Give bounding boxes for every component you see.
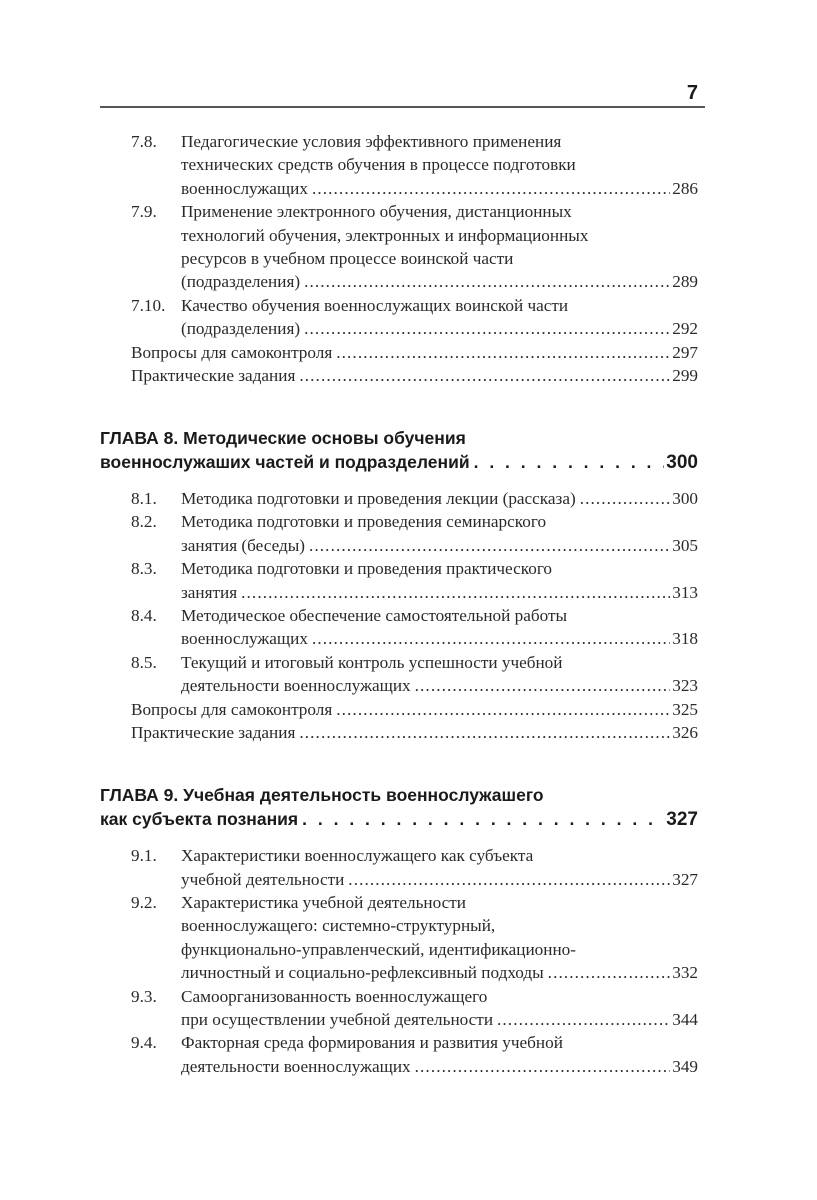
entry-page: 300 <box>672 489 698 509</box>
section-number: 9.4. <box>131 1033 157 1053</box>
dot-leader <box>309 534 670 557</box>
dot-leader <box>415 674 671 697</box>
entry-title: учебной деятельности <box>181 869 345 889</box>
chapter-page: 300 <box>666 451 698 473</box>
toc-entry-line <box>100 200 698 223</box>
entry-title: личностный и социально-рефлексивный подходы <box>181 963 544 983</box>
toc-entry-line <box>100 961 698 984</box>
section-number: 8.5. <box>131 652 157 672</box>
entry-title: технологий обучения, электронных и информационных <box>181 225 589 245</box>
toc-entry[interactable] <box>100 294 698 341</box>
toc-entry-line <box>100 581 698 604</box>
entry-page: 326 <box>672 722 698 742</box>
chapter-heading-line <box>100 808 698 831</box>
entry-title: Практические задания <box>131 365 296 385</box>
entry-title: деятельности военнослужащих <box>181 1056 411 1076</box>
toc-entry[interactable] <box>100 651 698 698</box>
toc-entry-line <box>100 891 698 914</box>
toc-entry-line <box>100 651 698 674</box>
entry-title: технических средств обучения в процессе подготовки <box>181 155 576 175</box>
section-number: 8.4. <box>131 606 157 626</box>
toc-entry[interactable] <box>100 557 698 604</box>
toc-entry[interactable] <box>100 200 698 294</box>
dot-leader <box>415 1055 671 1078</box>
entry-title: военнослужащих <box>181 178 308 198</box>
toc-entry-line <box>100 534 698 557</box>
entry-page: 325 <box>672 699 698 719</box>
toc-entry-line <box>100 294 698 317</box>
section-number: 9.3. <box>131 986 157 1006</box>
toc-entry-line <box>100 674 698 697</box>
entry-title: Качество обучения военнослужащих воинской части <box>181 295 569 315</box>
toc-entry-line <box>100 130 698 153</box>
entry-page: 349 <box>672 1056 698 1076</box>
entry-title: военнослужащих <box>181 629 308 649</box>
dot-leader <box>299 721 670 744</box>
chapter-title: ГЛАВА 8. Методические основы обучения <box>100 428 466 449</box>
toc-entry-line <box>100 224 698 247</box>
toc-entry-line <box>100 1031 698 1054</box>
entry-page: 344 <box>672 1009 698 1029</box>
chapter-title: военнослужаших частей и подразделений <box>100 451 470 472</box>
entry-title: Применение электронного обучения, дистанционных <box>181 202 572 222</box>
toc-entry-line <box>100 604 698 627</box>
entry-title: Текущий и итоговый контроль успешности учебной <box>181 652 563 672</box>
toc-entry-line <box>100 627 698 650</box>
toc-entry-line <box>100 985 698 1008</box>
entry-title: (подразделения) <box>181 272 301 292</box>
dot-leader <box>348 868 670 891</box>
entry-title: при осуществлении учебной деятельности <box>181 1009 494 1029</box>
toc-entry[interactable] <box>100 1031 698 1078</box>
toc-entry-line <box>100 844 698 867</box>
toc-entry[interactable] <box>100 891 698 985</box>
dot-leader <box>312 177 670 200</box>
chapter-heading[interactable] <box>100 784 698 831</box>
section-number: 7.10. <box>131 295 166 315</box>
section-number: 9.1. <box>131 846 157 866</box>
toc-entry-line <box>100 1055 698 1078</box>
toc-entry-line <box>100 270 698 293</box>
toc-entry[interactable] <box>100 985 698 1032</box>
chapter-title: как субъекта познания <box>100 808 299 829</box>
dot-leader <box>497 1008 670 1031</box>
entry-title: деятельности военнослужащих <box>181 676 411 696</box>
toc-entry-line <box>100 177 698 200</box>
toc-entry-line <box>100 1008 698 1031</box>
entry-title: Вопросы для самоконтроля <box>131 342 333 362</box>
entry-title: (подразделения) <box>181 319 301 339</box>
chapter-title: ГЛАВА 9. Учебная деятельность военнослужашего <box>100 785 544 806</box>
entry-page: 305 <box>672 535 698 555</box>
entry-page: 323 <box>672 676 698 696</box>
entry-title: Практические задания <box>131 722 296 742</box>
entry-title: Педагогические условия эффективного применения <box>181 132 562 151</box>
header-rule <box>100 106 705 108</box>
entry-title: занятия <box>181 582 238 602</box>
dot-leader <box>336 341 670 364</box>
toc-entry[interactable] <box>100 341 698 364</box>
entry-page: 299 <box>672 365 698 385</box>
chapter-heading-line <box>100 427 698 450</box>
toc-entry-line <box>100 317 698 340</box>
entry-page: 332 <box>672 963 698 983</box>
chapter-heading-line <box>100 784 698 807</box>
chapter-heading-line <box>100 451 698 474</box>
section-number: 9.2. <box>131 892 157 912</box>
entry-page: 327 <box>672 869 698 889</box>
entry-title: Методика подготовки и проведения лекции (рассказа) <box>181 489 576 509</box>
dot-leader <box>580 487 671 510</box>
toc-entry-line <box>100 698 698 721</box>
page-number: 7 <box>686 82 698 104</box>
dot-leader <box>304 317 670 340</box>
entry-title: военнослужащего: системно-структурный, <box>181 916 496 936</box>
toc-entry-line <box>100 557 698 580</box>
dot-leader <box>312 627 670 650</box>
entry-title: Характеристики военнослужащего как субъекта <box>181 846 534 866</box>
toc-entry[interactable] <box>100 844 698 891</box>
entry-title: Самоорганизованность военнослужащего <box>181 986 488 1006</box>
chapter-page: 327 <box>666 808 698 830</box>
toc-entry-line <box>100 487 698 510</box>
dot-leader <box>474 451 665 474</box>
section-number: 8.2. <box>131 512 157 532</box>
entry-title: Вопросы для самоконтроля <box>131 699 333 719</box>
toc-entry-line <box>100 153 698 176</box>
dot-leader <box>302 808 664 831</box>
entry-page: 292 <box>672 319 698 339</box>
toc-entry-line <box>100 247 698 270</box>
entry-page: 286 <box>672 178 698 198</box>
toc-entry[interactable] <box>100 364 698 387</box>
toc-entry[interactable] <box>100 698 698 721</box>
entry-page: 313 <box>672 582 698 602</box>
section-number: 7.9. <box>131 202 157 222</box>
section-number: 8.3. <box>131 559 157 579</box>
toc-entry-line <box>100 341 698 364</box>
entry-title: занятия (беседы) <box>181 535 305 555</box>
entry-page: 289 <box>672 272 698 292</box>
chapter-heading[interactable] <box>100 427 698 474</box>
dot-leader <box>548 961 671 984</box>
toc-entry-line <box>100 914 698 937</box>
dot-leader <box>336 698 670 721</box>
entry-title: Методика подготовки и проведения семинарского <box>181 512 547 532</box>
section-number: 8.1. <box>131 489 157 509</box>
dot-leader <box>241 581 670 604</box>
dot-leader <box>299 364 670 387</box>
entry-page: 318 <box>672 629 698 649</box>
toc-entry[interactable] <box>100 510 698 557</box>
toc-entry-line <box>100 721 698 744</box>
toc-entry[interactable] <box>100 487 698 510</box>
section-number: 7.8. <box>131 132 157 151</box>
toc-entry-line <box>100 364 698 387</box>
entry-title: Методика подготовки и проведения практического <box>181 559 553 579</box>
toc-entry[interactable] <box>100 721 698 744</box>
toc-entry-line <box>100 510 698 533</box>
entry-title: Методическое обеспечение самостоятельной работы <box>181 606 568 626</box>
toc-entry[interactable] <box>100 604 698 651</box>
entry-title: Характеристика учебной деятельности <box>181 892 466 912</box>
toc-entry-line <box>100 938 698 961</box>
entry-title: Факторная среда формирования и развития учебной <box>181 1033 563 1053</box>
toc-entry[interactable] <box>100 130 698 200</box>
entry-title: функционально-управленческий, идентификационно- <box>181 939 576 959</box>
entry-title: ресурсов в учебном процессе воинской части <box>181 248 514 268</box>
table-of-contents <box>100 130 698 1078</box>
dot-leader <box>304 270 670 293</box>
entry-page: 297 <box>672 342 698 362</box>
toc-entry-line <box>100 868 698 891</box>
